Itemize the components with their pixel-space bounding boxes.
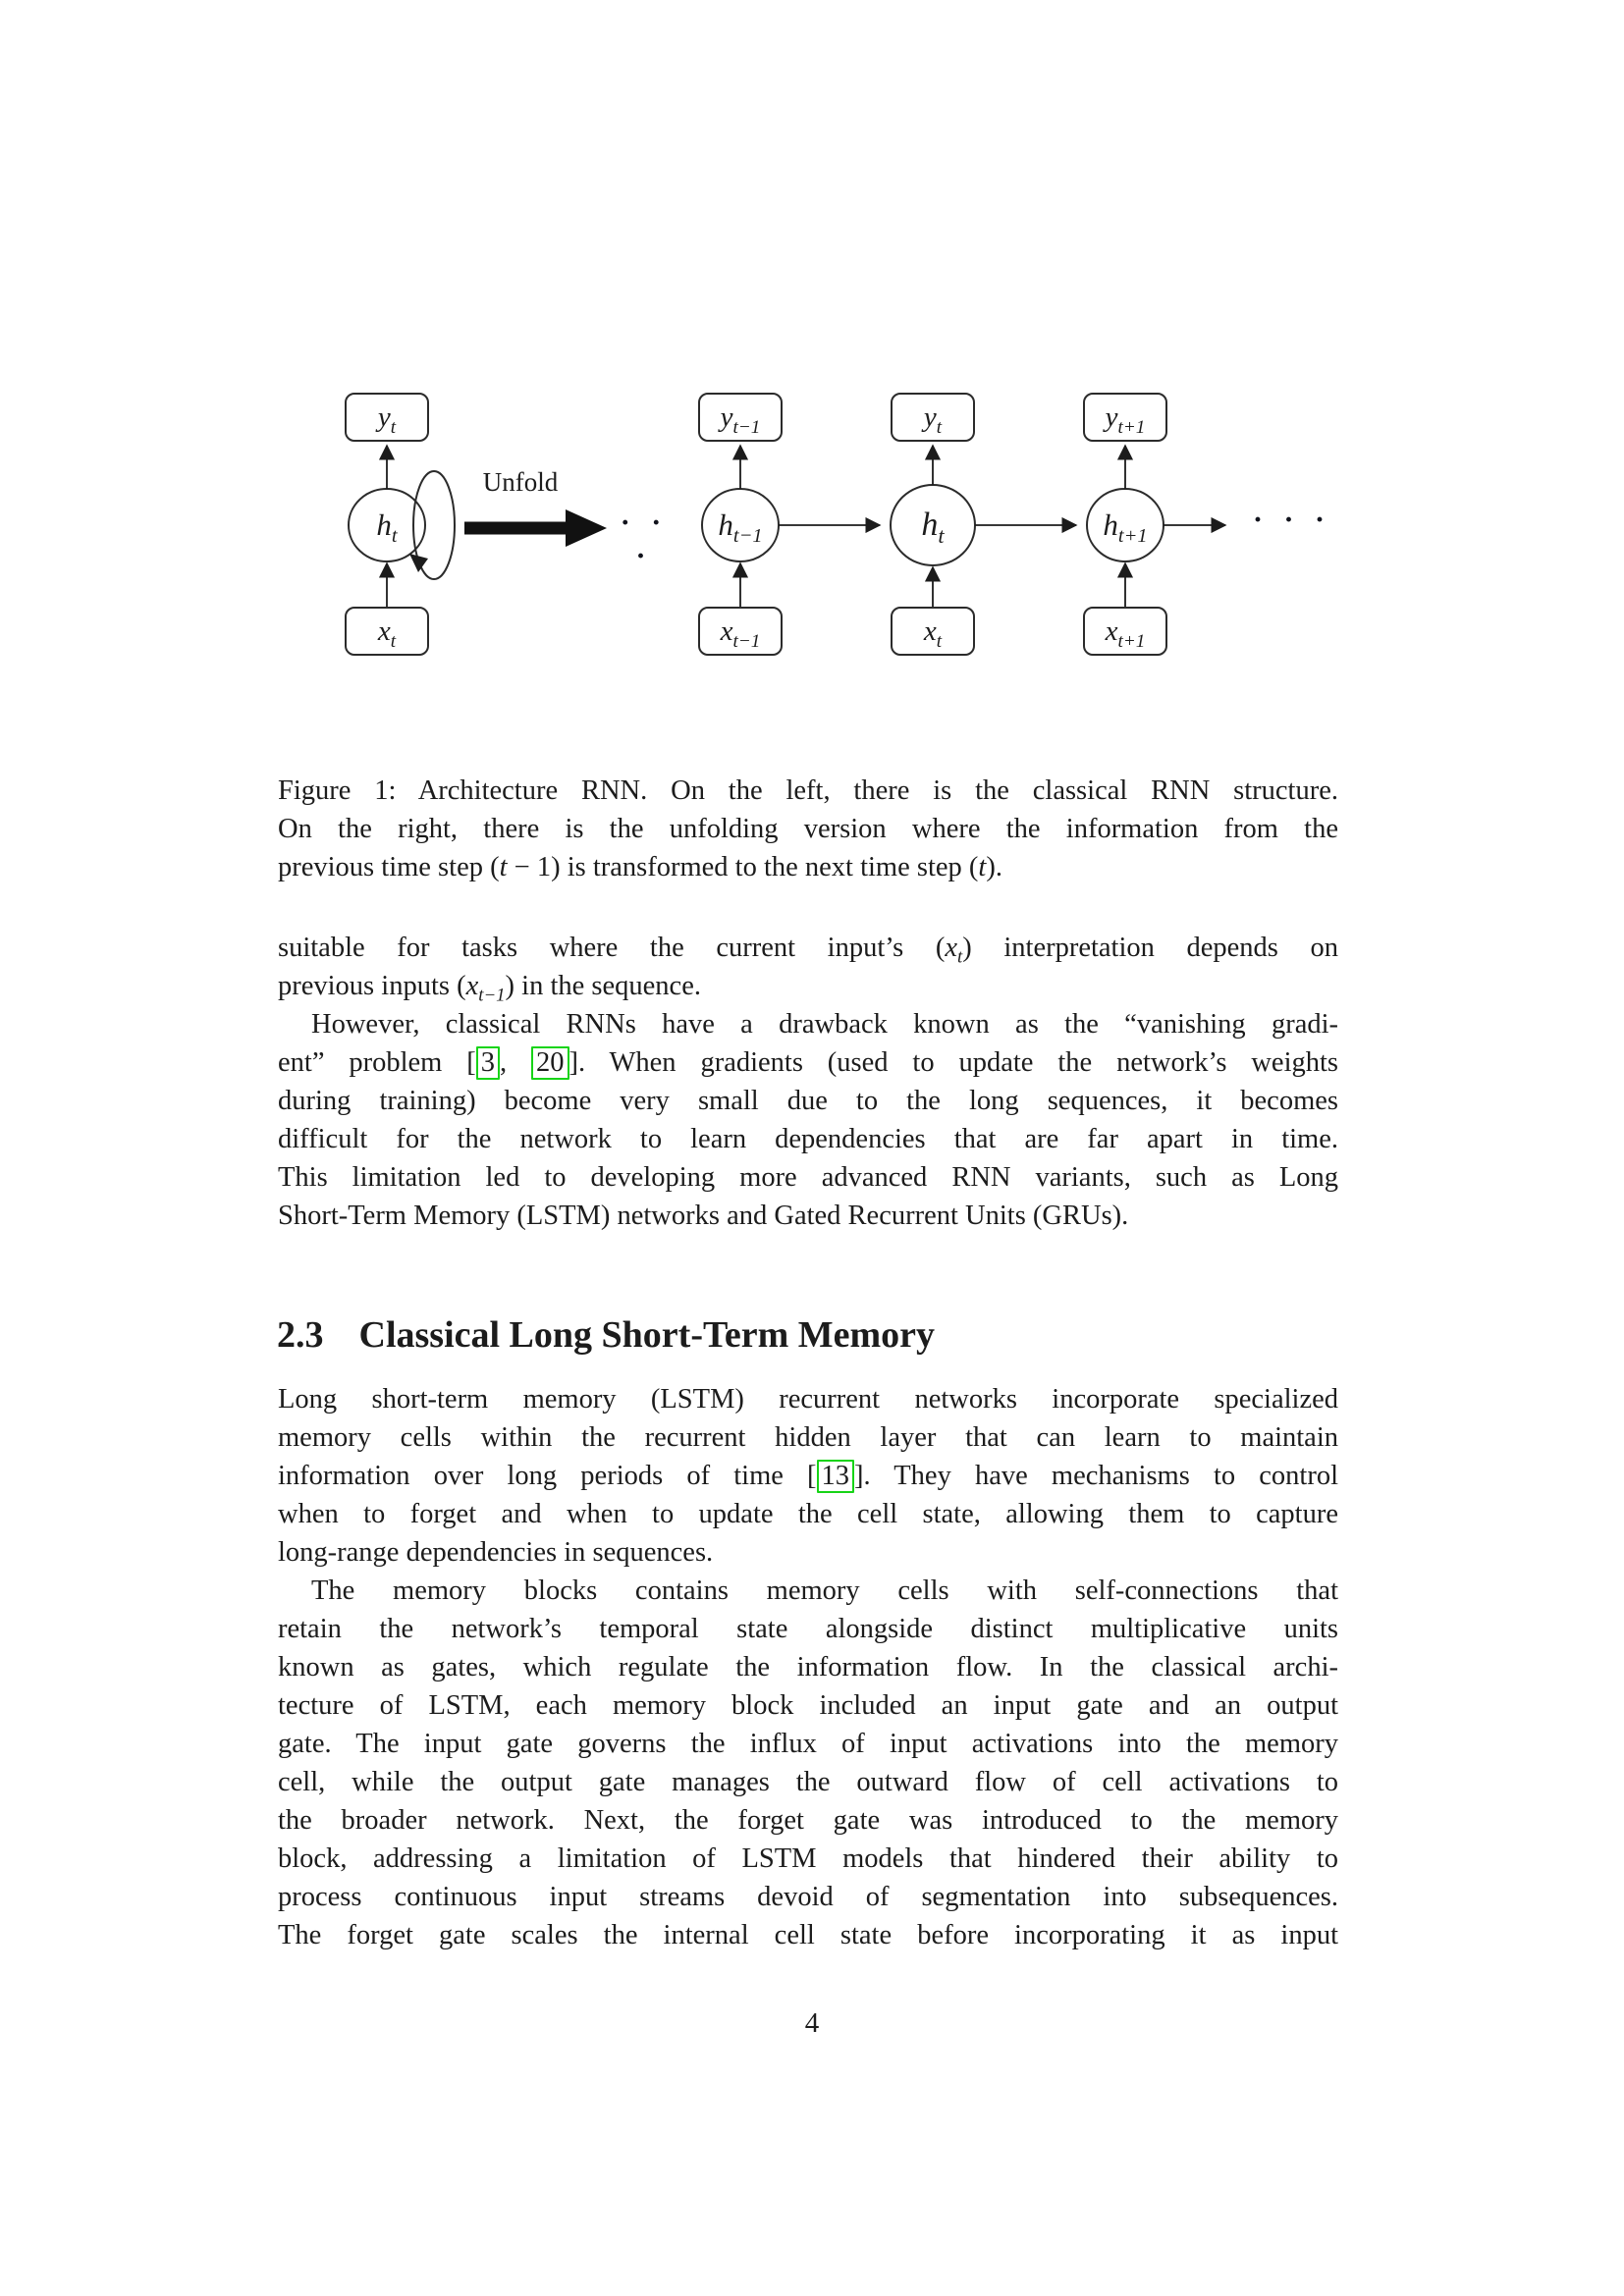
page-number: 4 <box>804 2007 820 2039</box>
text-line: known as gates, which regulate the information flow. In the classical archi- <box>278 1652 1338 1682</box>
hidden-state-label-folded <box>345 501 429 550</box>
text-line: On the right, there is the unfolding version where the information from the <box>278 814 1338 844</box>
text-line: previous inputs $(x_{t-1})$ in the sequence. <box>278 971 701 1005</box>
node-label: $y_{t-1}$ <box>720 400 761 438</box>
x-input-box-folded <box>345 607 429 656</box>
text-line: cell, while the output gate manages the outward flow of cell activations to <box>278 1767 1338 1797</box>
text-line: tecture of LSTM, each memory block included an input gate and an output <box>278 1690 1338 1721</box>
body-paragraphs-1 <box>278 929 1338 1235</box>
text-line: However, classical RNNs have a drawback known as the “vanishing gradi- <box>311 1009 1338 1040</box>
citation-link[interactable]: 13 <box>817 1460 855 1493</box>
text-line: the broader network. Next, the forget gate was introduced to the memory <box>278 1805 1338 1836</box>
text-line: ent” problem [ 3 , 20 ]. When gradients (used to update the network’s weights <box>278 1047 1338 1078</box>
unfold-arrow-label: Unfold <box>482 467 559 497</box>
text-line: previous time step (t − 1) is transformed to the next time step (t). <box>278 852 1002 882</box>
node-label: $h_{t-1}$ <box>718 507 763 548</box>
y-output-box-t <box>891 393 975 442</box>
text-line: Short-Term Memory (LSTM) networks and Gated Recurrent Units (GRUs). <box>278 1201 1129 1231</box>
text-line: The forget gate scales the internal cell state before incorporating it as input <box>278 1920 1338 1950</box>
hidden-state-label-t-plus-1 <box>1083 501 1167 550</box>
figure-1-caption <box>278 772 1338 886</box>
node-label: $y_t$ <box>923 400 943 438</box>
text-line: difficult for the network to learn dependencies that are far apart in time. <box>278 1124 1338 1154</box>
y-output-box-t-plus-1 <box>1083 393 1167 442</box>
self-loop-arrowhead-icon <box>409 554 428 572</box>
text-line: when to forget and when to update the cell state, allowing them to capture <box>278 1499 1338 1529</box>
node-label: $y_t$ <box>377 400 397 438</box>
node-label: $y_{t+1}$ <box>1105 400 1146 438</box>
y-output-box-t-minus-1 <box>698 393 783 442</box>
x-input-box-t <box>891 607 975 656</box>
hidden-state-label-t-minus-1 <box>698 501 783 550</box>
ellipsis-dots-left: · · · <box>620 507 669 572</box>
text-line: retain the network’s temporal state alongside distinct multiplicative units <box>278 1614 1338 1644</box>
text-line: block, addressing a limitation of LSTM models that hindered their ability to <box>278 1843 1338 1874</box>
text-line: Figure 1: Architecture RNN. On the left, there is the classical RNN structure. <box>278 775 1338 806</box>
node-label: $h_t$ <box>921 507 945 548</box>
node-label: $x_{t-1}$ <box>720 614 761 652</box>
text-line: information over long periods of time [ 13 ]. They have mechanisms to control <box>278 1461 1338 1491</box>
section-heading-2-3 <box>277 1311 1337 1359</box>
x-input-box-t-plus-1 <box>1083 607 1167 656</box>
text-line: The memory blocks contains memory cells with self-connections that <box>311 1575 1338 1606</box>
text-line: suitable for tasks where the current input’s $(x_t)$ interpretation depends on <box>278 933 1338 967</box>
node-label: $x_t$ <box>923 614 943 652</box>
section-title: Classical Long Short-Term Memory <box>358 1314 935 1356</box>
node-label: $h_{t+1}$ <box>1103 507 1148 548</box>
text-line: Long short-term memory (LSTM) recurrent networks incorporate specialized <box>278 1384 1338 1415</box>
node-label: $x_{t+1}$ <box>1105 614 1146 652</box>
node-label: $h_t$ <box>376 507 398 548</box>
section-number: 2.3 <box>277 1314 324 1356</box>
text-line: This limitation led to developing more advanced RNN variants, such as Long <box>278 1162 1338 1193</box>
node-label: $x_t$ <box>377 614 397 652</box>
body-paragraphs-2 <box>278 1380 1338 1954</box>
y-output-box-folded <box>345 393 429 442</box>
x-input-box-t-minus-1 <box>698 607 783 656</box>
text-line: memory cells within the recurrent hidden layer that can learn to maintain <box>278 1422 1338 1453</box>
hidden-state-label-t <box>891 501 975 550</box>
ellipsis-dots-right: · · · <box>1253 504 1332 536</box>
text-line: long-range dependencies in sequences. <box>278 1537 714 1568</box>
figure-1-rnn-diagram <box>216 373 1355 667</box>
text-line: gate. The input gate governs the influx of input activations into the memory <box>278 1729 1338 1759</box>
unfold-arrowhead-icon <box>566 509 607 547</box>
citation-link[interactable]: 20 <box>531 1046 569 1080</box>
text-line: process continuous input streams devoid of segmentation into subsequences. <box>278 1882 1338 1912</box>
text-line: during training) become very small due to the long sequences, it becomes <box>278 1086 1338 1116</box>
citation-link[interactable]: 3 <box>476 1046 500 1080</box>
